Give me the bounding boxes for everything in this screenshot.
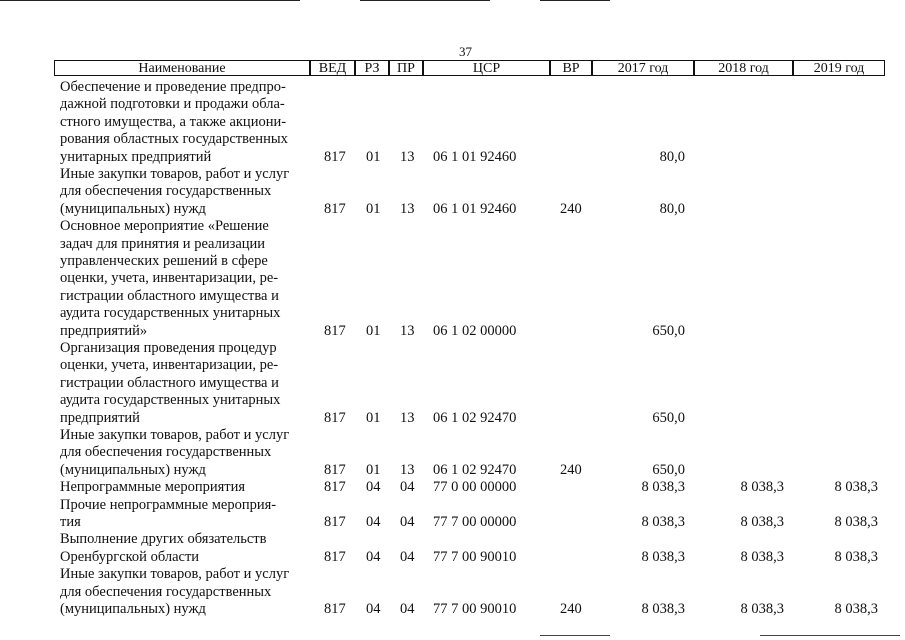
row-name-line: оценки, учета, инвентаризации, ре- bbox=[60, 357, 279, 374]
bottom-edge-rule-left bbox=[540, 635, 610, 636]
header-2019: 2019 год bbox=[793, 60, 885, 76]
cell-pr: 13 bbox=[400, 461, 415, 478]
cell-y2017: 8 038,3 bbox=[641, 600, 685, 617]
header-csr: ЦСР bbox=[423, 60, 550, 76]
row-name-line: оценки, учета, инвентаризации, ре- bbox=[60, 270, 279, 287]
cell-rz: 01 bbox=[366, 461, 381, 478]
top-edge-rule-left bbox=[0, 0, 300, 1]
cell-vr: 240 bbox=[560, 600, 582, 617]
table-row bbox=[0, 497, 905, 532]
row-name-line: Организация проведения процедур bbox=[60, 340, 277, 356]
row-name-line: аудита государственных унитарных bbox=[60, 392, 281, 409]
cell-y2017: 80,0 bbox=[659, 200, 685, 217]
row-name-line: для обеспечения государственных bbox=[60, 583, 272, 600]
header-rz: РЗ bbox=[355, 60, 389, 76]
cell-rz: 04 bbox=[366, 600, 381, 617]
row-name-line: унитарных предприятий bbox=[60, 148, 212, 165]
cell-vr: 240 bbox=[560, 200, 582, 217]
cell-y2019: 8 038,3 bbox=[834, 600, 878, 617]
cell-ved: 817 bbox=[324, 409, 346, 426]
table-row bbox=[0, 479, 905, 496]
row-name-line: тия bbox=[60, 513, 81, 530]
cell-vr: 240 bbox=[560, 461, 582, 478]
row-name bbox=[60, 218, 310, 340]
table-row bbox=[0, 218, 905, 340]
row-name bbox=[60, 427, 310, 479]
table-row bbox=[0, 427, 905, 479]
cell-csr: 06 1 02 92470 bbox=[433, 461, 517, 478]
bottom-edge-rule-right bbox=[760, 635, 900, 636]
cell-ved: 817 bbox=[324, 461, 346, 478]
cell-csr: 77 7 00 90010 bbox=[433, 548, 517, 565]
table-row bbox=[0, 340, 905, 427]
cell-y2017: 650,0 bbox=[652, 409, 685, 426]
cell-y2017: 650,0 bbox=[652, 322, 685, 339]
header-name: Наименование bbox=[54, 60, 310, 76]
cell-y2018: 8 038,3 bbox=[740, 600, 784, 617]
row-name-line: Основное мероприятие «Решение bbox=[60, 218, 269, 235]
cell-csr: 77 7 00 90010 bbox=[433, 600, 517, 617]
cell-ved: 817 bbox=[324, 513, 346, 530]
cell-ved: 817 bbox=[324, 479, 346, 496]
table-row bbox=[0, 79, 905, 166]
top-edge-rule-right bbox=[540, 0, 610, 1]
row-name-line: Непрограммные мероприятия bbox=[60, 479, 246, 496]
header-pr: ПР bbox=[389, 60, 423, 76]
cell-ved: 817 bbox=[324, 200, 346, 217]
cell-csr: 77 0 00 00000 bbox=[433, 479, 517, 496]
row-name-line: (муниципальных) нужд bbox=[60, 461, 206, 478]
row-name-line: рования областных государственных bbox=[60, 131, 288, 148]
row-name-line: управленческих решений в сфере bbox=[60, 252, 268, 269]
cell-rz: 01 bbox=[366, 322, 381, 339]
row-name-line: для обеспечения государственных bbox=[60, 444, 272, 461]
cell-csr: 06 1 01 92460 bbox=[433, 148, 517, 165]
top-edge-rule-middle bbox=[360, 0, 490, 1]
cell-y2019: 8 038,3 bbox=[834, 479, 878, 496]
cell-rz: 04 bbox=[366, 479, 381, 496]
header-vr: ВР bbox=[550, 60, 592, 76]
row-name-line: гистрации областного имущества и bbox=[60, 374, 279, 391]
row-name bbox=[60, 79, 310, 166]
header-ved: ВЕД bbox=[310, 60, 355, 76]
cell-y2019: 8 038,3 bbox=[834, 513, 878, 530]
cell-y2017: 8 038,3 bbox=[641, 479, 685, 496]
row-name-line: стного имущества, а также акциони- bbox=[60, 113, 287, 130]
cell-y2018: 8 038,3 bbox=[740, 479, 784, 496]
cell-pr: 04 bbox=[400, 548, 415, 565]
cell-ved: 817 bbox=[324, 548, 346, 565]
row-name-line: гистрации областного имущества и bbox=[60, 287, 279, 304]
row-name-line: предприятий bbox=[60, 409, 140, 426]
row-name-line: Выполнение других обязательств bbox=[60, 531, 267, 548]
row-name-line: аудита государственных унитарных bbox=[60, 305, 281, 322]
row-name-line: Обеспечение и проведение предпро- bbox=[60, 79, 286, 95]
table-row bbox=[0, 166, 905, 218]
page-number: 37 bbox=[459, 44, 472, 59]
cell-rz: 01 bbox=[366, 148, 381, 165]
cell-csr: 06 1 01 92460 bbox=[433, 200, 517, 217]
cell-pr: 04 bbox=[400, 479, 415, 496]
row-name-line: (муниципальных) нужд bbox=[60, 200, 206, 217]
cell-rz: 04 bbox=[366, 513, 381, 530]
cell-rz: 04 bbox=[366, 548, 381, 565]
cell-y2018: 8 038,3 bbox=[740, 513, 784, 530]
row-name-line: Иные закупки товаров, работ и услуг bbox=[60, 166, 290, 182]
cell-y2017: 8 038,3 bbox=[641, 513, 685, 530]
cell-pr: 13 bbox=[400, 148, 415, 165]
header-2017: 2017 год bbox=[592, 60, 694, 76]
cell-y2019: 8 038,3 bbox=[834, 548, 878, 565]
row-name bbox=[60, 340, 310, 427]
cell-rz: 01 bbox=[366, 200, 381, 217]
cell-ved: 817 bbox=[324, 600, 346, 617]
row-name-line: задач для принятия и реализации bbox=[60, 235, 266, 252]
header-2018: 2018 год bbox=[694, 60, 793, 76]
row-name-line: Оренбургской области bbox=[60, 548, 200, 565]
cell-csr: 06 1 02 00000 bbox=[433, 322, 517, 339]
cell-csr: 77 7 00 00000 bbox=[433, 513, 517, 530]
table-row bbox=[0, 566, 905, 618]
row-name-line: (муниципальных) нужд bbox=[60, 600, 206, 617]
row-name-line: Иные закупки товаров, работ и услуг bbox=[60, 427, 290, 443]
row-name-line: Иные закупки товаров, работ и услуг bbox=[60, 566, 290, 583]
cell-pr: 13 bbox=[400, 200, 415, 217]
table-row bbox=[0, 531, 905, 566]
cell-y2017: 80,0 bbox=[659, 148, 685, 165]
cell-y2017: 8 038,3 bbox=[641, 548, 685, 565]
row-name-line: Прочие непрограммные мероприя- bbox=[60, 496, 277, 513]
row-name-line: для обеспечения государственных bbox=[60, 183, 272, 200]
table-header bbox=[54, 60, 885, 78]
row-name bbox=[60, 166, 310, 218]
cell-pr: 04 bbox=[400, 600, 415, 617]
cell-pr: 04 bbox=[400, 513, 415, 530]
row-name bbox=[60, 479, 310, 496]
cell-pr: 13 bbox=[400, 409, 415, 426]
row-name bbox=[60, 531, 310, 566]
row-name-line: предприятий» bbox=[60, 322, 148, 339]
cell-ved: 817 bbox=[324, 148, 346, 165]
cell-rz: 01 bbox=[366, 409, 381, 426]
row-name bbox=[60, 497, 310, 532]
cell-y2018: 8 038,3 bbox=[740, 548, 784, 565]
cell-pr: 13 bbox=[400, 322, 415, 339]
row-name-line: дажной подготовки и продажи обла- bbox=[60, 96, 285, 113]
cell-ved: 817 bbox=[324, 322, 346, 339]
row-name bbox=[60, 566, 310, 618]
cell-y2017: 650,0 bbox=[652, 461, 685, 478]
cell-csr: 06 1 02 92470 bbox=[433, 409, 517, 426]
